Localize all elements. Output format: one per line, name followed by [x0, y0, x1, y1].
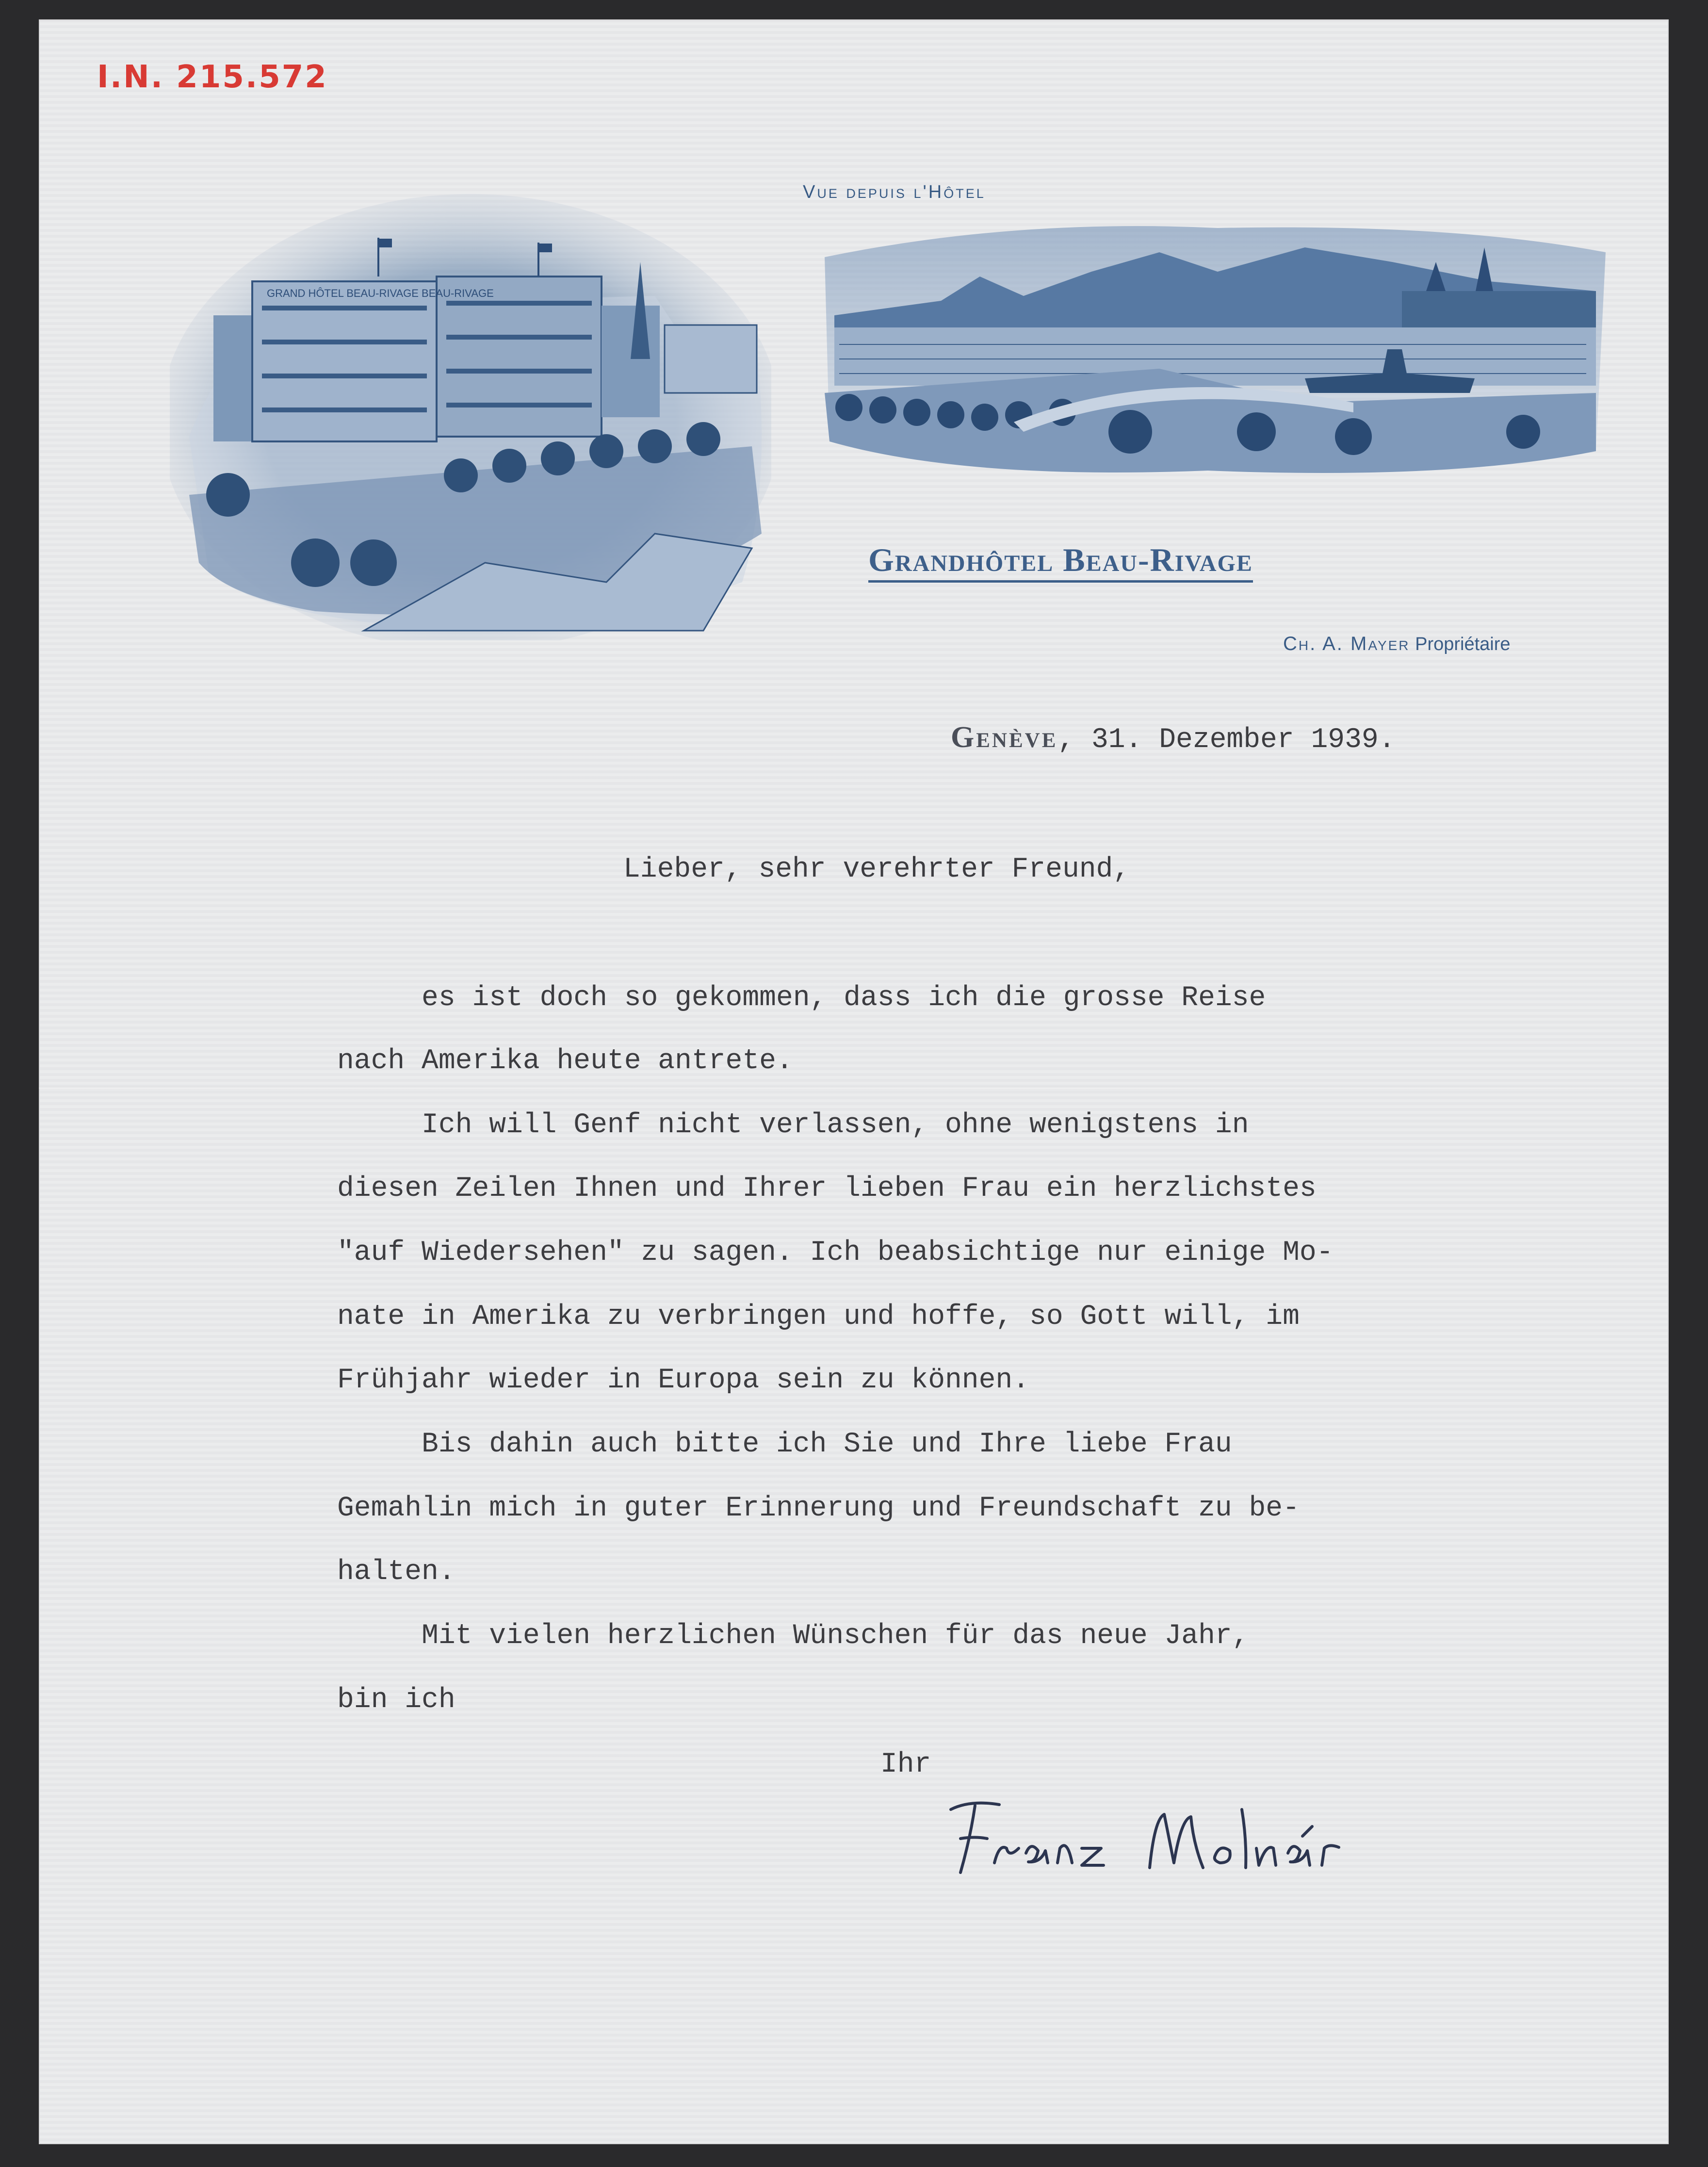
hotel-building-engraving	[170, 194, 771, 640]
letter-sheet	[39, 19, 1669, 2144]
body-line: es ist doch so gekommen, dass ich die grosse Reise	[337, 982, 1266, 1014]
body-line: nach Amerika heute antrete.	[337, 1045, 793, 1077]
dateline-date: , 31. Dezember 1939.	[1057, 724, 1396, 756]
lake-view-engraving	[820, 218, 1610, 480]
engraving-building-text: GRAND HÔTEL BEAU-RIVAGE BEAU-RIVAGE	[267, 287, 494, 299]
archive-number: I.N. 215.572	[97, 59, 328, 95]
dateline-place: Genève	[951, 721, 1058, 754]
view-caption: Vue depuis l'Hôtel	[803, 182, 986, 202]
proprietor-name: Ch. A. Mayer	[1283, 633, 1410, 654]
proprietor-title: Propriétaire	[1415, 634, 1511, 654]
body-line: Ich will Genf nicht verlassen, ohne wenigstens in	[337, 1109, 1249, 1141]
body-line: Gemahlin mich in guter Erinnerung und Freundschaft zu be-	[337, 1493, 1300, 1524]
closing: Ihr	[880, 1749, 931, 1780]
body-line: Frühjahr wieder in Europa sein zu können.	[337, 1365, 1030, 1396]
body-line: Bis dahin auch bitte ich Sie und Ihre liebe Frau	[337, 1429, 1232, 1460]
body-line: bin ich	[337, 1684, 455, 1716]
hotel-name: Grandhôtel Beau-Rivage	[868, 541, 1253, 583]
body-line: nate in Amerika zu verbringen und hoffe, so Gott will, im	[337, 1301, 1300, 1333]
dateline	[951, 720, 1396, 756]
body-line: halten.	[337, 1556, 455, 1588]
body-line: "auf Wiedersehen" zu sagen. Ich beabsichtige nur einige Mo-	[337, 1237, 1334, 1269]
body-line: Mit vielen herzlichen Wünschen für das neue Jahr,	[337, 1620, 1249, 1652]
body-line: diesen Zeilen Ihnen und Ihrer lieben Frau ein herzlichstes	[337, 1173, 1317, 1205]
proprietor-line	[1283, 633, 1511, 655]
paper-fold	[39, 1087, 1669, 1090]
handwritten-signature	[941, 1790, 1378, 1887]
salutation: Lieber, sehr verehrter Freund,	[623, 854, 1130, 885]
